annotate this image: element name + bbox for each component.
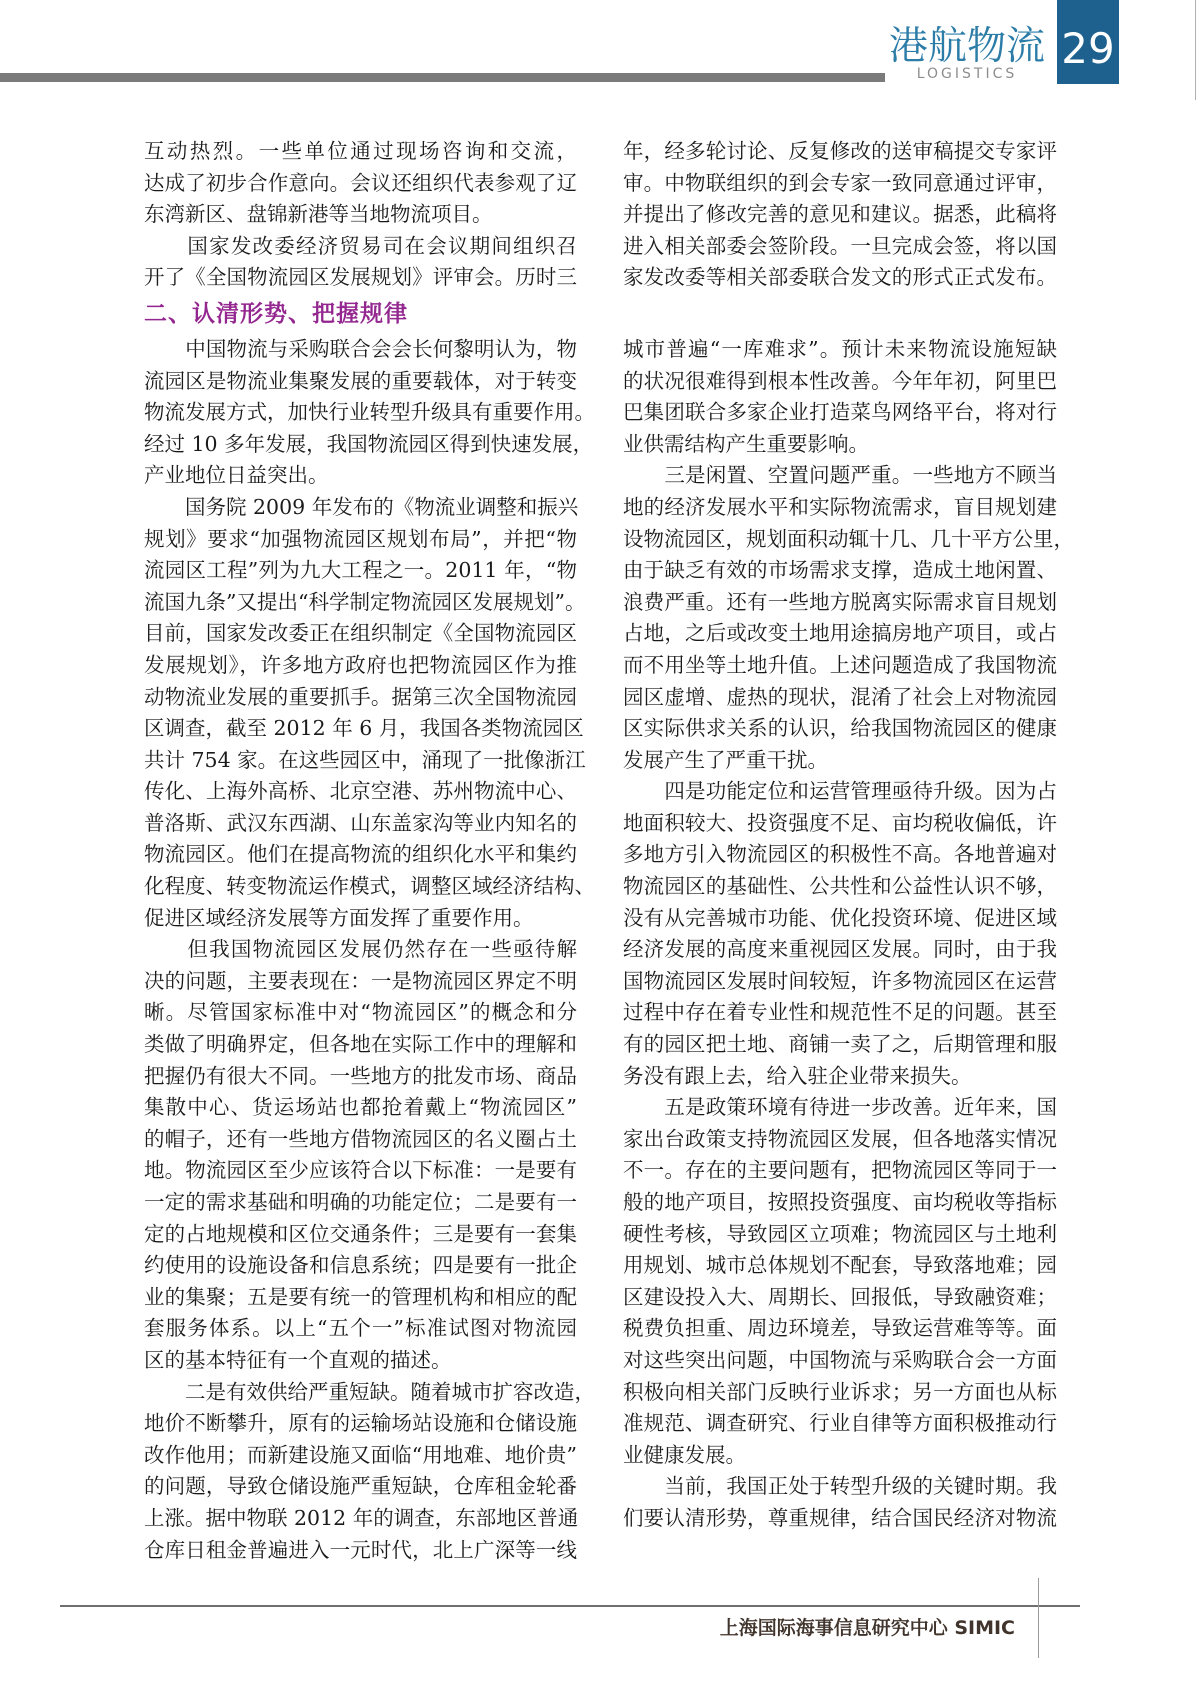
text-line: 经过 10 多年发展，我国物流园区得到快速发展， [144,431,594,456]
text-line: 经济发展的高度来重视园区发展。同时，由于我 [623,937,1057,962]
text-line: 晰。尽管国家标准中对“物流园区”的概念和分 [144,1000,577,1025]
text-line: 区调查，截至 2012 年 6 月，我国各类物流园区 [144,716,584,741]
text-line: 流园区是物流业集聚发展的重要载体，对于转变 [144,368,577,393]
text-line: 仓库日租金普遍进入一元时代，北上广深等一线 [144,1537,577,1562]
text-line: 国家发改委经济贸易司在会议期间组织召 [144,233,577,258]
text-line: 一定的需求基础和明确的功能定位；二是要有一 [144,1190,577,1214]
article-column-right [623,136,1074,1535]
text-line: 由于缺乏有效的市场需求支撑，造成土地闲置、 [623,558,1057,583]
text-line: 东湾新区、盘锦新港等当地物流项目。 [144,202,493,227]
text-line: 普洛斯、武汉东西湖、山东盖家沟等业内知名的 [144,810,577,835]
text-line: 当前，我国正处于转型升级的关键时期。我 [623,1474,1057,1499]
text-line: 业健康发展。 [623,1442,746,1467]
text-line: 业的集聚；五是要有统一的管理机构和相应的配 [144,1284,577,1309]
text-line: 二是有效供给严重短缺。随着城市扩容改造， [144,1379,595,1404]
text-line: 流国九条”又提出“科学制定物流园区发展规划”。 [144,589,586,614]
footer-text: 上海国际海事信息研究中心 SIMIC [719,1617,1015,1639]
text-line: 决的问题，主要表现在：一是物流园区界定不明 [144,968,577,993]
text-line: 地面积较大、投资强度不足、亩均税收偏低，许 [623,810,1057,835]
text-line: 中国物流与采购联合会会长何黎明认为，物 [144,336,577,361]
text-line: 的状况很难得到根本性改善。今年年初，阿里巴 [623,368,1057,393]
text-line: 不一。存在的主要问题有，把物流园区等同于一 [623,1158,1057,1183]
page-number: 29 [1061,24,1115,73]
text-line: 达成了初步合作意向。会议还组织代表参观了辽 [144,170,577,195]
text-line: 地价不断攀升，原有的运输场站设施和仓储设施 [144,1411,577,1436]
text-line: 多地方引入物流园区的积极性不高。各地普遍对 [623,842,1057,867]
text-line: 区建设投入大、周期长、回报低，导致融资难； [623,1284,1057,1309]
text-line: 促进区域经济发展等方面发挥了重要作用。 [144,905,534,930]
text-line: 审。中物联组织的到会专家一致同意通过评审， [623,170,1057,195]
header-rule [0,73,885,82]
footer-rule [60,1605,1080,1607]
text-line: 四是功能定位和运营管理亟待升级。因为占 [623,779,1057,804]
text-line: 税费负担重、周边环境差，导致运营难等等。面 [623,1316,1057,1341]
text-line: 目前，国家发改委正在组织制定《全国物流园区 [144,621,577,646]
text-line: 集散中心、货运场站也都抢着戴上“物流园区” [144,1095,577,1120]
text-line: 用规划、城市总体规划不配套，导致落地难；园 [623,1253,1057,1278]
text-line: 而不用坐等土地升值。上述问题造成了我国物流 [623,652,1057,677]
text-line: 区实际供求关系的认识，给我国物流园区的健康 [623,716,1057,741]
text-line: 的帽子，还有一些地方借物流园区的名义圈占土 [144,1126,577,1151]
text-line: 物流发展方式，加快行业转型升级具有重要作用。 [144,400,595,425]
text-line: 巴集团联合多家企业打造菜鸟网络平台，将对行 [623,400,1057,425]
text-line: 但我国物流园区发展仍然存在一些亟待解 [144,937,577,962]
text-line: 五是政策环境有待进一步改善。近年来，国 [623,1095,1057,1120]
text-line: 流园区工程”列为九大工程之一。2011 年，“物 [144,558,577,583]
text-line: 上涨。据中物联 2012 年的调查，东部地区普通 [144,1505,579,1530]
text-line: 家发改委等相关部委联合发文的形式正式发布。 [623,265,1057,290]
text-line: 般的地产项目，按照投资强度、亩均税收等指标 [623,1190,1057,1214]
text-line: 国物流园区发展时间较短，许多物流园区在运营 [623,968,1057,993]
text-line: 共计 754 家。在这些园区中，涌现了一批像浙江 [144,747,586,772]
text-line: 对这些突出问题，中国物流与采购联合会一方面 [623,1347,1057,1372]
page-number-badge [1057,0,1119,84]
text-line: 物流园区。他们在提高物流的组织化水平和集约 [144,842,577,867]
text-line: 的问题，导致仓储设施严重短缺，仓库租金轮番 [144,1474,577,1499]
text-line: 有的园区把土地、商铺一卖了之，后期管理和服 [623,1032,1057,1057]
text-line: 年，经多轮讨论、反复修改的送审稿提交专家评 [623,139,1057,163]
text-line: 发展产生了严重干扰。 [623,747,828,772]
article-column-left [144,136,595,1566]
text-line: 产业地位日益突出。 [144,463,329,488]
text-line: 改作他用；而新建设施又面临“用地难、地价贵” [144,1442,577,1467]
text-line: 发展规划》，许多地方政府也把物流园区作为推 [144,652,577,677]
text-line: 过程中存在着专业性和规范性不足的问题。甚至 [623,1000,1057,1025]
text-line: 们要认清形势，尊重规律，结合国民经济对物流 [623,1505,1057,1530]
text-line: 物流园区的基础性、公共性和公益性认识不够， [623,874,1057,899]
section-heading: 二、认清形势、把握规律 [144,300,408,327]
text-line: 园区虚增、虚热的现状，混淆了社会上对物流园 [623,684,1057,709]
text-line: 把握仍有很大不同。一些地方的批发市场、商品 [144,1063,577,1088]
text-line: 规划》要求“加强物流园区规划布局”，并把“物 [144,526,577,551]
text-line: 区的基本特征有一个直观的描述。 [144,1347,452,1372]
text-line: 动物流业发展的重要抓手。据第三次全国物流园 [144,684,577,709]
text-line: 进入相关部委会签阶段。一旦完成会签，将以国 [623,233,1057,258]
text-line: 没有从完善城市功能、优化投资环境、促进区域 [623,905,1057,930]
page-title: 港航物流 [888,24,1045,69]
text-line: 套服务体系。以上“五个一”标准试图对物流园 [144,1316,577,1341]
text-line: 设物流园区，规划面积动辄十几、几十平方公里， [623,526,1074,551]
text-line: 互动热烈。一些单位通过现场咨询和交流， [144,139,577,163]
text-line: 占地，之后或改变土地用途搞房地产项目，或占 [623,621,1057,646]
text-line: 类做了明确界定，但各地在实际工作中的理解和 [144,1032,577,1057]
text-line: 地的经济发展水平和实际物流需求，盲目规划建 [623,494,1057,519]
text-line: 城市普遍“一库难求”。预计未来物流设施短缺 [623,336,1057,361]
text-line: 并提出了修改完善的意见和建议。据悉，此稿将 [623,202,1057,227]
text-line: 业供需结构产生重要影响。 [623,431,869,456]
text-line: 务没有跟上去，给入驻企业带来损失。 [623,1063,972,1088]
text-line: 化程度、转变物流运作模式，调整区域经济结构、 [144,874,595,899]
text-line: 国务院 2009 年发布的《物流业调整和振兴 [144,494,579,519]
text-line: 传化、上海外高桥、北京空港、苏州物流中心、 [144,779,577,804]
footer-edge-rule [1038,1578,1039,1658]
text-line: 约使用的设施设备和信息系统；四是要有一批企 [144,1253,577,1278]
text-line: 开了《全国物流园区发展规划》评审会。历时三 [144,265,577,290]
text-line: 定的占地规模和区位交通条件；三是要有一套集 [144,1221,577,1246]
page-subtitle: LOGISTICS [916,66,1018,82]
text-line: 地。物流园区至少应该符合以下标准：一是要有 [144,1158,577,1183]
column-spacer [623,294,1057,334]
text-line: 准规范、调查研究、行业自律等方面积极推动行 [623,1411,1057,1436]
header-edge-rule [1195,0,1196,100]
text-line: 积极向相关部门反映行业诉求；另一方面也从标 [623,1379,1057,1404]
text-line: 浪费严重。还有一些地方脱离实际需求盲目规划 [623,589,1057,614]
text-line: 三是闲置、空置问题严重。一些地方不顾当 [623,463,1057,488]
text-line: 硬性考核，导致园区立项难；物流园区与土地利 [623,1221,1057,1246]
text-line: 家出台政策支持物流园区发展，但各地落实情况 [623,1126,1057,1151]
